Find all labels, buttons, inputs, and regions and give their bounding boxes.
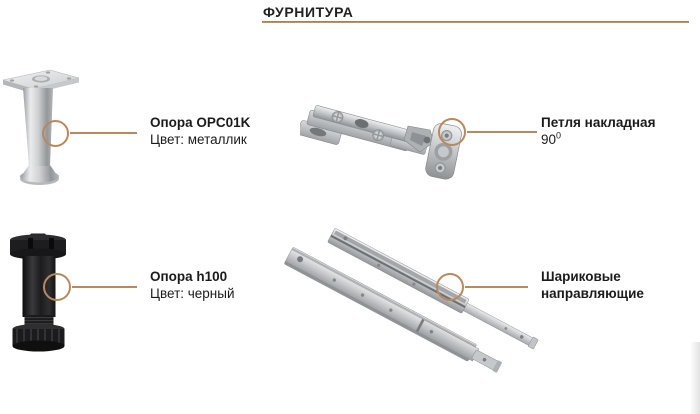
callout-circle [436, 273, 464, 301]
black-adjustable-leg-photo [0, 220, 120, 400]
callout-line [70, 132, 137, 134]
item-label [541, 269, 644, 302]
callout-circle [43, 273, 71, 301]
item-label [150, 269, 235, 302]
degree-superscript: 0 [556, 130, 562, 140]
item-name: Опора h100 [150, 269, 228, 284]
item-detail: Цвет: черный [150, 285, 235, 301]
page-title: ФУРНИТУРА [263, 4, 354, 20]
item-detail: $90^0$ [541, 130, 562, 147]
callout-line [72, 286, 137, 288]
title-divider [262, 21, 689, 23]
page-edge-shadow [690, 342, 700, 414]
callout-line [467, 131, 537, 133]
ball-bearing-drawer-slides-photo [280, 215, 560, 375]
callout-circle [438, 118, 466, 146]
item-label [150, 115, 250, 148]
callout-line [465, 286, 528, 288]
item-name: Петля накладная [541, 115, 656, 130]
item-name-line2: направляющие [541, 285, 644, 301]
callout-circle [42, 120, 69, 147]
item-detail: Цвет: металлик [150, 131, 247, 147]
item-name: Опора OPC01K [150, 115, 251, 130]
item-name: Шариковые [541, 269, 621, 284]
item-label [541, 115, 655, 148]
metal-furniture-leg-photo [0, 55, 130, 190]
